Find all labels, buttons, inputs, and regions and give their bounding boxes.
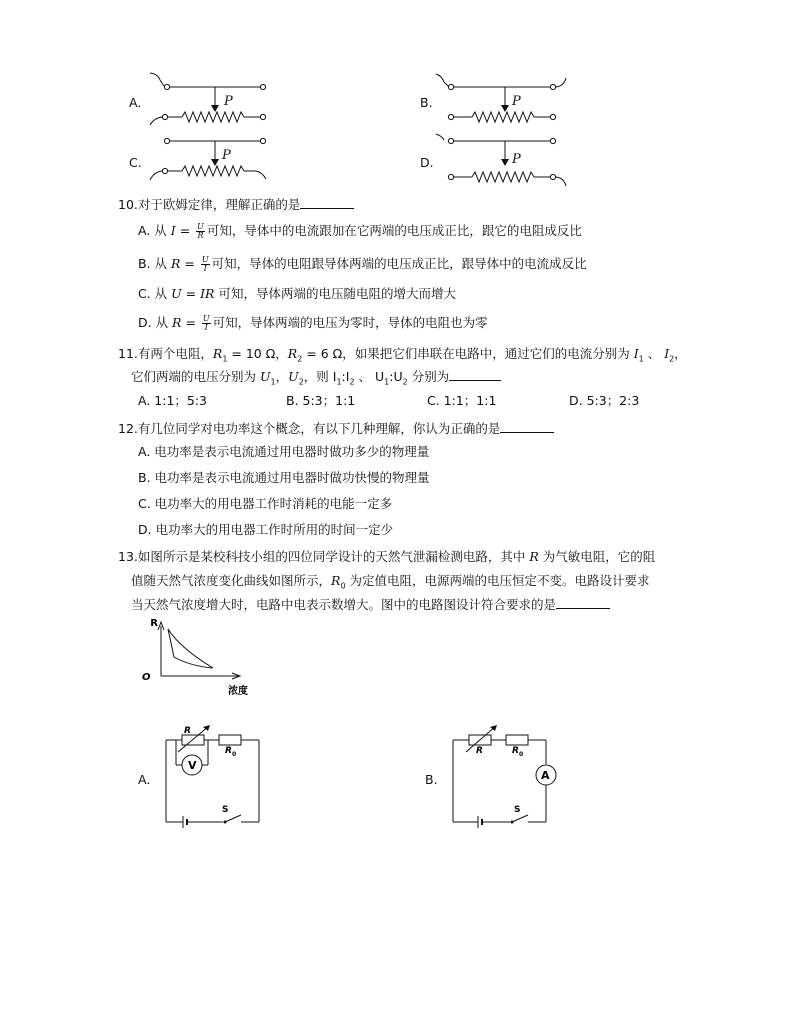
q12-option-d[interactable]: D. 电功率大的用电器工作时所用的时间一定少 xyxy=(138,522,394,537)
q11-line-2: 它们两端的电压分别为 $U_1$，$U_2$，则 $I_1:I_2$ 、 $U_1:U_2$ 分别为 xyxy=(131,369,501,391)
graph-origin-label: O xyxy=(142,672,151,683)
q13-line-1: 13.如图所示是某校科技小组的四位同学设计的天然气泄漏检测电路，其中 R 为气敏电阻，它的阻 xyxy=(118,549,656,564)
q9-option-d-label: D. xyxy=(420,155,434,170)
q11-line-1: 11.有两个电阻，$R_1 = 10$ Ω，$R_2 = 6$ Ω，如果把它们串联在电路中，通过它们的电流分别为 $I_1$ 、 $I_2$， xyxy=(118,346,687,364)
slider-label-p: P xyxy=(512,152,521,167)
q10-option-c[interactable]: C. 从 U = IR 可知，导体两端的电压随电阻的增大而增大 xyxy=(138,286,456,301)
q10-option-b[interactable]: B. 从 R = $\frac{U}{I}$ 可知，导体的电阻跟导体两端的电压成正比，跟导体中的电流成反比 xyxy=(138,255,587,273)
q12-option-c[interactable]: C. 电功率大的用电器工作时消耗的电能一定多 xyxy=(138,496,393,511)
fraction: $\frac{U}{R}$ xyxy=(197,222,204,240)
q11-option-b[interactable]: B. 5:3；1:1 xyxy=(286,393,356,408)
graph-y-label: R xyxy=(150,618,158,629)
circuit-a-r0-sub: 0 xyxy=(232,751,237,758)
circuit-a-switch-label: S xyxy=(222,805,229,815)
fraction: $\frac{U}{I}$ xyxy=(201,255,209,273)
q9-option-c-label: C. xyxy=(129,155,142,170)
circuit-a-r0-label: R xyxy=(225,746,232,756)
ammeter-label: A xyxy=(541,769,550,782)
slider-label-p: P xyxy=(224,94,233,109)
q9-option-b-label: B. xyxy=(420,95,433,110)
circuit-b-r0-label: R xyxy=(512,746,519,756)
fraction: $\frac{U}{I}$ xyxy=(202,314,210,332)
slider-label-p: P xyxy=(512,94,521,109)
q12-option-a[interactable]: A. 电功率是表示电流通过用电器时做功多少的物理量 xyxy=(138,444,430,459)
voltmeter-label: V xyxy=(188,759,197,772)
graph-x-label: 浓度 xyxy=(228,686,248,697)
q13-option-a-label[interactable]: A. xyxy=(138,772,151,787)
q11-option-a[interactable]: A. 1:1；5:3 xyxy=(138,393,208,408)
q13-line-2: 值随天然气浓度变化曲线如图所示，$R_0$ 为定值电阻，电源两端的电压恒定不变。电路设计要求 xyxy=(131,573,650,591)
circuit-b-switch-label: S xyxy=(514,805,521,815)
q10-option-a[interactable]: A. 从 I = $\frac{U}{R}$ 可知，导体中的电流跟加在它两端的电压成正比，跟它的电阻成反比 xyxy=(138,222,582,240)
q13-line-3: 当天然气浓度增大时，电路中电表示数增大。图中的电路图设计符合要求的是 xyxy=(131,597,610,613)
q13-option-b-label[interactable]: B. xyxy=(425,772,438,787)
q12-stem-line: 12.有几位同学对电功率这个概念，有以下几种理解，你认为正确的是 xyxy=(118,421,554,437)
q10-number: 10. xyxy=(118,197,138,212)
q9-option-a-label: A. xyxy=(129,95,142,110)
circuit-a-r-label: R xyxy=(184,726,191,736)
q10-option-d[interactable]: D. 从 R = $\frac{U}{I}$ 可知，导体两端的电压为零时，导体的电阻也为零 xyxy=(138,314,488,332)
slider-label-p: P xyxy=(222,148,231,163)
circuit-b-r-label: R xyxy=(476,746,483,756)
circuit-b-r0-sub: 0 xyxy=(519,751,524,758)
q12-option-b[interactable]: B. 电功率是表示电流通过用电器时做功快慢的物理量 xyxy=(138,470,430,485)
q10-stem: 对于欧姆定律，理解正确的是 xyxy=(137,197,301,212)
q11-option-c[interactable]: C. 1:1；1:1 xyxy=(427,393,497,408)
q11-option-d[interactable]: D. 5:3；2:3 xyxy=(569,393,640,408)
